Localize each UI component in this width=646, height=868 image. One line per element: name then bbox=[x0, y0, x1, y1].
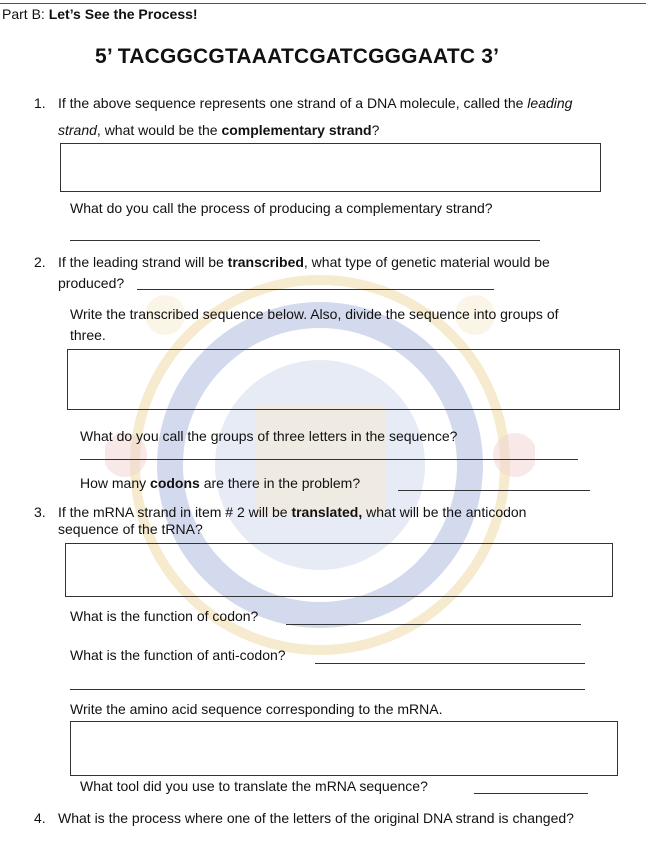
q4-number: 4. bbox=[34, 810, 46, 826]
q1-line1: If the above sequence represents one strand of a DNA molecule, called the leading bbox=[58, 95, 573, 111]
q2-sub-question-2: How many codons are there in the problem? bbox=[80, 475, 361, 491]
part-title: Let’s See the Process! bbox=[48, 6, 198, 22]
q3-sub-answer-line-3[interactable] bbox=[70, 689, 585, 690]
q1-sub-question: What do you call the process of producing a complementary strand? bbox=[70, 200, 493, 216]
q2-line1: If the leading strand will be transcribed, what type of genetic material would be bbox=[58, 254, 550, 270]
q1-line2: strand, what would be the complementary strand? bbox=[58, 122, 380, 138]
q2-answer-box[interactable] bbox=[67, 349, 620, 410]
q3-sub-question-1: What is the function of codon? bbox=[70, 608, 259, 624]
q3-sub-answer-line-1[interactable] bbox=[286, 624, 581, 625]
q2-instruction-1: Write the transcribed sequence below. Also, divide the sequence into groups of bbox=[70, 306, 559, 322]
q2-answer-line[interactable] bbox=[137, 289, 494, 290]
q3-sub-question-4: What tool did you use to translate the mRNA sequence? bbox=[80, 778, 428, 794]
top-rule bbox=[0, 3, 646, 4]
q2-number: 2. bbox=[34, 254, 46, 270]
q2-sub-answer-line-1[interactable] bbox=[80, 459, 578, 460]
q3-line1: If the mRNA strand in item # 2 will be translated, what will be the anticodon bbox=[58, 504, 527, 520]
dna-sequence: 5’ TACGGCGTAAATCGATCGGGAATC 3’ bbox=[95, 45, 500, 68]
q3-number: 3. bbox=[34, 504, 46, 520]
q2-line2: produced? bbox=[58, 275, 125, 291]
part-label: Part B: bbox=[2, 6, 49, 22]
q2-sub-question-1: What do you call the groups of three letters in the sequence? bbox=[80, 428, 458, 444]
q2-sub-answer-line-2[interactable] bbox=[398, 490, 590, 491]
q1-number: 1. bbox=[34, 95, 46, 111]
q3-sub-question-2: What is the function of anti-codon? bbox=[70, 647, 286, 663]
q1-sub-answer-line[interactable] bbox=[70, 240, 540, 241]
q2-instruction-2: three. bbox=[70, 327, 106, 343]
q3-answer-box[interactable] bbox=[65, 543, 613, 597]
q1-answer-box[interactable] bbox=[60, 143, 601, 192]
q3-sub-answer-line-4[interactable] bbox=[474, 793, 588, 794]
q4-text: What is the process where one of the letters of the original DNA strand is changed? bbox=[58, 810, 574, 826]
q3-line2: sequence of the tRNA? bbox=[58, 521, 203, 537]
q3-sub-answer-line-2[interactable] bbox=[315, 663, 585, 664]
part-header bbox=[2, 6, 198, 22]
q3-amino-acid-box[interactable] bbox=[70, 721, 618, 776]
q3-sub-question-3: Write the amino acid sequence corresponding to the mRNA. bbox=[70, 701, 443, 717]
